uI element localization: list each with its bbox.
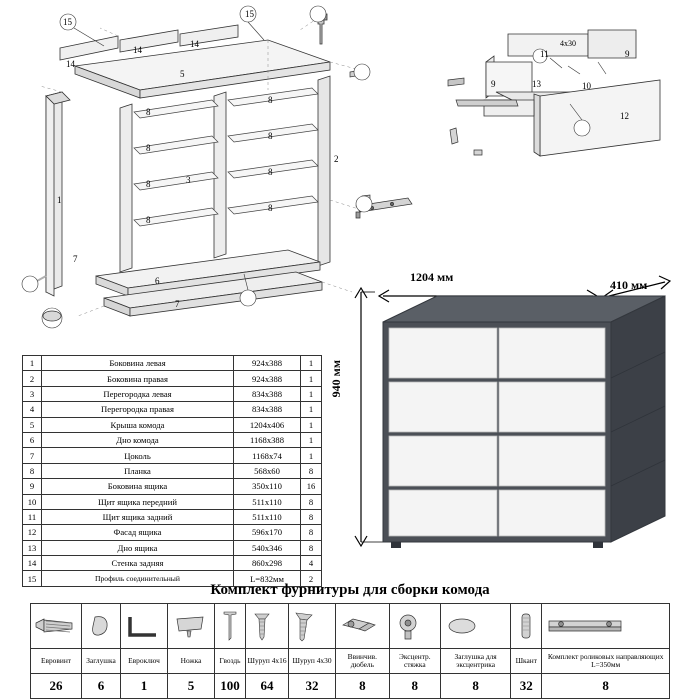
part-name: Перегородка левая — [42, 386, 234, 401]
fittings-count-row — [31, 674, 670, 699]
fitting-count: 8 — [440, 674, 510, 699]
callout-2: 2 — [334, 154, 339, 164]
part-dim: 1204х406 — [234, 417, 301, 432]
drawer-callout-11: 11 — [540, 49, 549, 59]
euro-key-icon — [121, 604, 168, 649]
part-qty: 16 — [301, 479, 322, 494]
part-name: Щит ящика задний — [42, 509, 234, 524]
part-dim: 1168х388 — [234, 432, 301, 447]
fitting-count: 8 — [542, 674, 670, 699]
part-name: Боковина ящика — [42, 479, 234, 494]
table-row — [23, 386, 322, 401]
part-name: Фасад ящика — [42, 525, 234, 540]
table-row — [23, 479, 322, 494]
width-dimension-label: 1204 мм — [410, 270, 454, 284]
callout-8-l3: 8 — [146, 179, 151, 189]
fittings-table — [30, 603, 670, 699]
finished-product-view — [325, 270, 700, 560]
parts-table-body — [23, 356, 322, 587]
callout-1: 1 — [57, 195, 62, 205]
drawer-callout-12: 12 — [620, 111, 629, 121]
fittings-icon-row — [31, 604, 670, 649]
parts-table — [22, 355, 322, 587]
screw-4x30-icon — [289, 604, 336, 649]
leg-icon — [168, 604, 215, 649]
part-name: Планка — [42, 463, 234, 478]
table-row — [23, 509, 322, 524]
part-number: 3 — [23, 386, 42, 401]
part-dim: 1168х74 — [234, 448, 301, 463]
fitting-count: 32 — [289, 674, 336, 699]
fitting-count: 64 — [246, 674, 289, 699]
part-number: 1 — [23, 356, 42, 371]
fitting-count: 5 — [168, 674, 215, 699]
depth-dimension-label: 410 мм — [610, 278, 648, 292]
euro-screw-icon — [31, 604, 82, 649]
fitting-name: Заглушка для эксцентрика — [440, 649, 510, 674]
cam-lock-icon — [389, 604, 440, 649]
fitting-count: 100 — [215, 674, 246, 699]
cam-cap-icon — [440, 604, 510, 649]
fitting-name: Комплект роликовых направляющих L=350мм — [542, 649, 670, 674]
fitting-name: Шуруп 4х16 — [246, 649, 289, 674]
drawer-detail-diagram — [430, 0, 700, 175]
fitting-count: 26 — [31, 674, 82, 699]
table-row — [23, 556, 322, 571]
table-row — [23, 494, 322, 509]
callout-6: 6 — [155, 276, 160, 286]
part-dim: 834х388 — [234, 386, 301, 401]
part-number: 7 — [23, 448, 42, 463]
part-name: Дно комода — [42, 432, 234, 447]
fitting-count: 32 — [511, 674, 542, 699]
part-dim: 924х388 — [234, 371, 301, 386]
part-name: Боковина правая — [42, 371, 234, 386]
part-qty: 1 — [301, 402, 322, 417]
part-qty: 1 — [301, 432, 322, 447]
fittings-name-row — [31, 649, 670, 674]
table-row — [23, 417, 322, 432]
callout-14-c: 14 — [190, 39, 199, 49]
part-dim: 511х110 — [234, 509, 301, 524]
callout-8-r2: 8 — [268, 131, 273, 141]
wood-dowel-icon — [511, 604, 542, 649]
slide-rail-icon — [542, 604, 670, 649]
table-row — [23, 356, 322, 371]
part-qty: 1 — [301, 448, 322, 463]
part-qty: 1 — [301, 417, 322, 432]
part-name: Крыша комода — [42, 417, 234, 432]
part-dim: 350х110 — [234, 479, 301, 494]
part-qty: 8 — [301, 509, 322, 524]
part-name: Дно ящика — [42, 540, 234, 555]
table-row — [23, 525, 322, 540]
part-dim: 860х298 — [234, 556, 301, 571]
screw-note-4x30: 4х30 — [560, 39, 576, 48]
callout-14-a: 14 — [66, 59, 75, 69]
fitting-name: Ножка — [168, 649, 215, 674]
table-row — [23, 371, 322, 386]
fitting-name: Гвоздь — [215, 649, 246, 674]
part-qty: 1 — [301, 371, 322, 386]
part-dim: 924х388 — [234, 356, 301, 371]
part-qty: 2 — [301, 571, 322, 586]
table-row — [23, 448, 322, 463]
part-qty: 8 — [301, 540, 322, 555]
part-dim: 568х60 — [234, 463, 301, 478]
fitting-name: Шуруп 4х30 — [289, 649, 336, 674]
callout-8-l2: 8 — [146, 143, 151, 153]
drawer-callout-9-left: 9 — [491, 79, 496, 89]
screw-4x16-icon — [246, 604, 289, 649]
part-qty: 8 — [301, 525, 322, 540]
drawer-callout-9-right: 9 — [625, 49, 630, 59]
callout-8-l4: 8 — [146, 215, 151, 225]
callout-8-r3: 8 — [268, 167, 273, 177]
fitting-name: Заглушка — [82, 649, 121, 674]
callout-3: 3 — [186, 175, 191, 185]
fitting-count: 6 — [82, 674, 121, 699]
part-dim: 511х110 — [234, 494, 301, 509]
part-name: Профиль соединительный — [42, 571, 234, 586]
part-number: 10 — [23, 494, 42, 509]
part-number: 15 — [23, 571, 42, 586]
part-number: 11 — [23, 509, 42, 524]
callout-8-l1: 8 — [146, 107, 151, 117]
callout-7-left: 7 — [73, 254, 78, 264]
part-number: 9 — [23, 479, 42, 494]
callout-15: 15 — [245, 9, 254, 19]
callout-15-left: 15 — [63, 17, 72, 27]
part-number: 13 — [23, 540, 42, 555]
part-name: Перегородка правая — [42, 402, 234, 417]
part-qty: 4 — [301, 556, 322, 571]
part-dim: 540х346 — [234, 540, 301, 555]
table-row — [23, 540, 322, 555]
part-dim: 834х388 — [234, 402, 301, 417]
fitting-name: Евровинт — [31, 649, 82, 674]
callout-5: 5 — [180, 69, 185, 79]
part-qty: 1 — [301, 356, 322, 371]
fitting-name: Ввинчив. дюбель — [336, 649, 390, 674]
dowel-icon — [336, 604, 390, 649]
part-number: 14 — [23, 556, 42, 571]
fittings-title: Комплект фурнитуры для сборки комода — [210, 582, 490, 598]
drawer-callout-13: 13 — [532, 79, 541, 89]
fitting-name: Шкант — [511, 649, 542, 674]
part-number: 8 — [23, 463, 42, 478]
part-number: 4 — [23, 402, 42, 417]
part-name: Боковина левая — [42, 356, 234, 371]
callout-14-b: 14 — [133, 45, 142, 55]
fitting-name: Евроключ — [121, 649, 168, 674]
callout-7: 7 — [175, 299, 180, 309]
drawer-callout-10: 10 — [582, 81, 591, 91]
part-name: Стенка задняя — [42, 556, 234, 571]
part-number: 12 — [23, 525, 42, 540]
height-dimension-label: 940 мм — [329, 360, 343, 398]
part-number: 5 — [23, 417, 42, 432]
nail-icon — [215, 604, 246, 649]
fitting-name: Эксцентр. стяжка — [389, 649, 440, 674]
dresser-illustration — [325, 270, 700, 560]
part-number: 2 — [23, 371, 42, 386]
table-row — [23, 463, 322, 478]
part-name: Цоколь — [42, 448, 234, 463]
callout-8-r1: 8 — [268, 95, 273, 105]
part-dim: 596х170 — [234, 525, 301, 540]
table-row — [23, 402, 322, 417]
part-qty: 8 — [301, 463, 322, 478]
part-qty: 8 — [301, 494, 322, 509]
part-qty: 1 — [301, 386, 322, 401]
fitting-count: 8 — [389, 674, 440, 699]
part-name: Щит ящика передний — [42, 494, 234, 509]
cap-plug-icon — [82, 604, 121, 649]
fitting-count: 1 — [121, 674, 168, 699]
part-number: 6 — [23, 432, 42, 447]
part-dim: L=832мм — [234, 571, 301, 586]
callout-8-r4: 8 — [268, 203, 273, 213]
table-row — [23, 432, 322, 447]
fitting-count: 8 — [336, 674, 390, 699]
